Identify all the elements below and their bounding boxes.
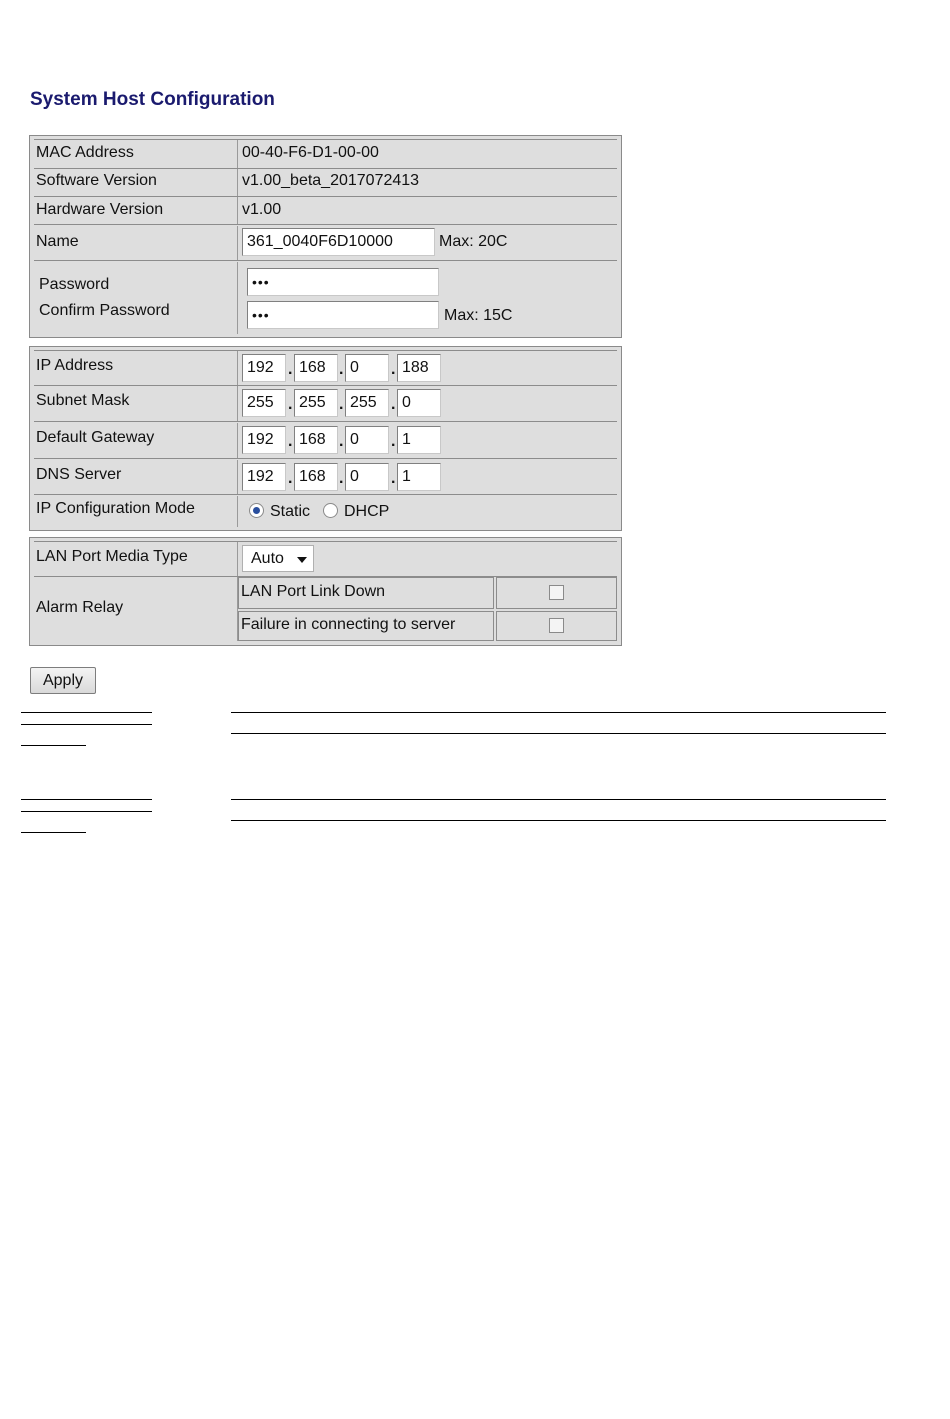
apply-button[interactable]: Apply: [30, 667, 96, 694]
gateway-octet-2[interactable]: 168: [294, 426, 338, 454]
name-label: Name: [36, 233, 79, 250]
dns-dot: .: [339, 470, 344, 487]
ip-address-row: [34, 350, 617, 386]
static-radio[interactable]: [249, 503, 264, 518]
mask-octet-3[interactable]: 255: [345, 389, 389, 417]
gateway-octet-3[interactable]: 0: [345, 426, 389, 454]
divider-line: [231, 733, 886, 734]
ip-dot: .: [339, 361, 344, 378]
divider-line: [21, 712, 152, 713]
ip-mode-label: IP Configuration Mode: [36, 500, 195, 517]
divider-line: [231, 799, 886, 800]
gateway-octet-1[interactable]: 192: [242, 426, 286, 454]
link-down-label: LAN Port Link Down: [241, 583, 386, 600]
link-down-check-cell: [496, 577, 617, 609]
server-fail-check-cell: [496, 611, 617, 641]
confirm-password-input[interactable]: •••: [247, 301, 439, 329]
mac-value: 00-40-F6-D1-00-00: [242, 144, 379, 161]
dhcp-radio[interactable]: [323, 503, 338, 518]
dns-octet-1[interactable]: 192: [242, 463, 286, 491]
dns-octet-4[interactable]: 1: [397, 463, 441, 491]
name-max-hint: Max: 20C: [439, 233, 508, 250]
divider-line: [21, 745, 86, 746]
gateway-octet-4[interactable]: 1: [397, 426, 441, 454]
server-fail-label-cell: [238, 611, 494, 641]
divider-line: [21, 724, 152, 725]
subnet-mask-label: Subnet Mask: [36, 392, 130, 409]
subnet-mask-row: [34, 386, 617, 422]
alarm-relay-row: [34, 577, 617, 641]
network-panel: [29, 346, 622, 531]
dns-server-label: DNS Server: [36, 466, 122, 483]
ip-dot: .: [288, 361, 293, 378]
divider-line: [21, 832, 86, 833]
ip-octet-3[interactable]: 0: [345, 354, 389, 382]
divider-line: [231, 820, 886, 821]
lan-media-label: LAN Port Media Type: [36, 548, 188, 565]
divider-line: [21, 811, 152, 812]
dns-octet-3[interactable]: 0: [345, 463, 389, 491]
name-row: [34, 226, 617, 261]
dns-dot: .: [288, 470, 293, 487]
mask-octet-4[interactable]: 0: [397, 389, 441, 417]
page-title: System Host Configuration: [30, 89, 275, 110]
ip-octet-2[interactable]: 168: [294, 354, 338, 382]
hardware-version-row: [34, 197, 617, 225]
ip-octet-1[interactable]: 192: [242, 354, 286, 382]
gateway-dot: .: [391, 433, 396, 450]
lan-media-select[interactable]: [242, 545, 314, 572]
static-radio-label[interactable]: Static: [270, 503, 311, 520]
ip-octet-4[interactable]: 188: [397, 354, 441, 382]
server-fail-label: Failure in connecting to server: [241, 616, 456, 633]
dhcp-radio-label[interactable]: DHCP: [344, 503, 390, 520]
alarm-relay-label: Alarm Relay: [36, 599, 124, 616]
mac-row: [34, 139, 617, 169]
mask-dot: .: [391, 396, 396, 413]
mask-octet-1[interactable]: 255: [242, 389, 286, 417]
confirm-password-label: Confirm Password: [39, 302, 170, 319]
hardware-version-value: v1.00: [242, 201, 282, 218]
divider-line: [231, 712, 886, 713]
default-gateway-row: [34, 423, 617, 459]
mask-dot: .: [288, 396, 293, 413]
default-gateway-label: Default Gateway: [36, 429, 155, 446]
software-version-label: Software Version: [36, 172, 157, 189]
ip-address-label: IP Address: [36, 357, 114, 374]
mac-label: MAC Address: [36, 144, 134, 161]
link-down-label-cell: [238, 577, 494, 609]
dns-octet-2[interactable]: 168: [294, 463, 338, 491]
name-input[interactable]: 361_0040F6D10000: [242, 228, 435, 256]
host-info-panel: [29, 135, 622, 338]
dns-server-row: [34, 460, 617, 495]
divider-line: [21, 799, 152, 800]
lan-media-value: Auto: [251, 550, 284, 567]
password-max-hint: Max: 15C: [444, 307, 513, 324]
gateway-dot: .: [339, 433, 344, 450]
server-fail-checkbox[interactable]: [549, 618, 564, 633]
password-row: [34, 262, 617, 334]
lan-media-row: [34, 541, 617, 577]
dns-dot: .: [391, 470, 396, 487]
mask-dot: .: [339, 396, 344, 413]
hardware-version-label: Hardware Version: [36, 201, 164, 218]
software-version-value: v1.00_beta_2017072413: [242, 172, 420, 189]
ip-dot: .: [391, 361, 396, 378]
software-version-row: [34, 169, 617, 197]
password-input[interactable]: •••: [247, 268, 439, 296]
link-down-checkbox[interactable]: [549, 585, 564, 600]
ip-mode-row: [34, 496, 617, 527]
password-label: Password: [39, 276, 110, 293]
gateway-dot: .: [288, 433, 293, 450]
chevron-down-icon: [297, 557, 307, 563]
lan-panel: [29, 537, 622, 646]
mask-octet-2[interactable]: 255: [294, 389, 338, 417]
